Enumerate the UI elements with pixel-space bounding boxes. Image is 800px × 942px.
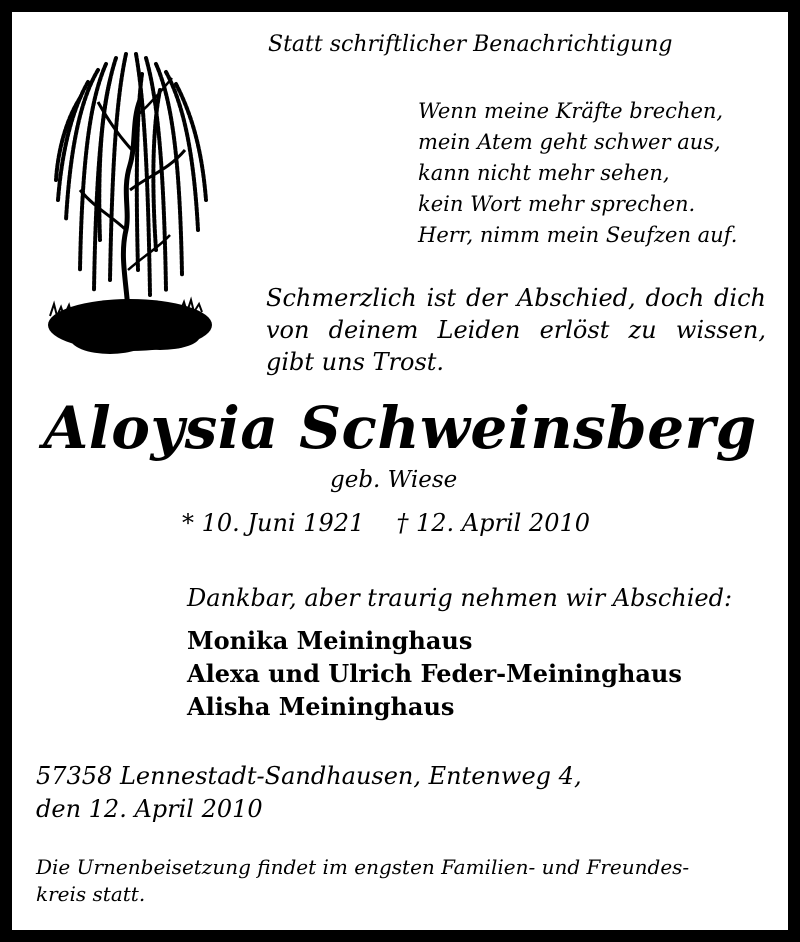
death-date: † 12. April 2010 — [396, 509, 590, 537]
comfort-line: von deinem Leiden erlöst zu wissen, — [266, 316, 766, 344]
header-line: Statt schriftlicher Benachrichtigung — [268, 32, 673, 57]
funeral-note — [36, 854, 776, 908]
maiden-name: geb. Wiese — [330, 467, 458, 493]
funeral-note-line: Die Urnenbeisetzung findet im engsten Familien- und Freundes- — [36, 855, 690, 879]
thanks-line: Dankbar, aber traurig nehmen wir Abschied: — [187, 584, 733, 612]
comfort-line: Schmerzlich ist der Abschied, doch dich — [266, 284, 766, 312]
funeral-note-line: kreis statt. — [36, 882, 146, 906]
mourners-list — [187, 624, 682, 723]
date-line: den 12. April 2010 — [36, 795, 263, 823]
poem-line: Herr, nimm mein Seufzen auf. — [418, 223, 738, 247]
mourner-name: Monika Meininghaus — [187, 626, 473, 655]
comfort-text — [266, 282, 766, 378]
mourner-name: Alexa und Ulrich Feder-Meininghaus — [187, 659, 682, 688]
mourner-name: Alisha Meininghaus — [187, 692, 455, 721]
address-block — [36, 760, 582, 826]
address-line: 57358 Lennestadt-Sandhausen, Entenweg 4, — [36, 762, 582, 790]
poem — [418, 96, 737, 251]
comfort-line: gibt uns Trost. — [266, 348, 445, 376]
poem-line: kein Wort mehr sprechen. — [418, 192, 696, 216]
life-dates — [182, 509, 590, 537]
poem-line: Wenn meine Kräfte brechen, — [418, 99, 724, 123]
deceased-name: Aloysia Schweinsberg — [43, 394, 757, 462]
poem-line: mein Atem geht schwer aus, — [418, 130, 721, 154]
weeping-willow-icon — [40, 40, 220, 370]
birth-date: * 10. Juni 1921 — [182, 509, 365, 537]
poem-line: kann nicht mehr sehen, — [418, 161, 670, 185]
